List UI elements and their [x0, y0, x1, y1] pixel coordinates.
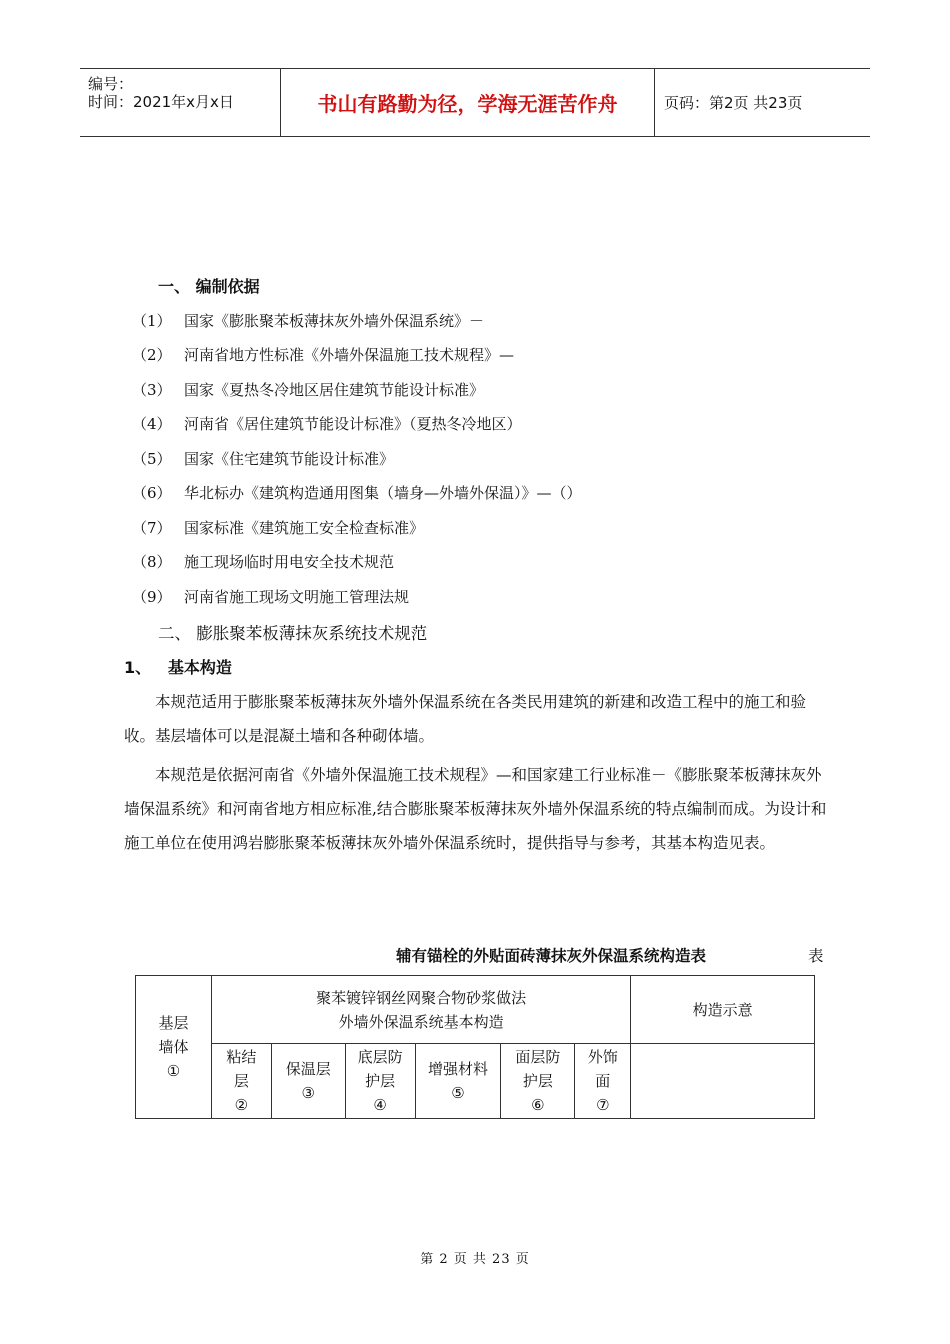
- column-exterior-finish: [575, 1044, 631, 1119]
- diagram-header: 构造示意: [631, 976, 815, 1044]
- basis-item-text: 华北标办《建筑构造通用图集（墙身—外墙外保温）》—（）: [184, 484, 582, 502]
- header-line: 保温层: [285, 1060, 331, 1078]
- page-footer: 第 2 页 共 23 页: [420, 1252, 530, 1267]
- column-bond-layer: [211, 1044, 271, 1119]
- paragraph-basis: [124, 758, 830, 860]
- header-left-cell: [80, 69, 280, 136]
- section1-title: 一、 编制依据: [158, 277, 260, 296]
- basis-item-number: （2）: [132, 346, 172, 364]
- time-label: 时间：2021年x月x日: [88, 93, 234, 111]
- basis-item-text: 河南省施工现场文明施工管理法规: [184, 588, 410, 606]
- basis-item-number: （3）: [132, 381, 172, 399]
- basis-item: [132, 344, 514, 365]
- table-caption-label: 表: [808, 947, 824, 965]
- header-line: 增强材料: [428, 1060, 489, 1078]
- basis-item-number: （7）: [132, 519, 172, 537]
- basis-item-text: 施工现场临时用电安全技术规范: [184, 553, 395, 571]
- header-line: ①: [166, 1062, 181, 1080]
- header-page-info: 页码：第2页 共23页: [664, 94, 803, 112]
- basis-item: [132, 517, 424, 538]
- basis-item-number: （5）: [132, 450, 172, 468]
- table-caption: 辅有锚栓的外贴面砖薄抹灰外保温系统构造表: [396, 947, 707, 965]
- column-base-protective-layer: [345, 1044, 415, 1119]
- basis-item-number: （8）: [132, 553, 172, 571]
- basis-item-number: （9）: [132, 588, 172, 606]
- diagram-cell: [631, 1044, 815, 1119]
- section2-subtitle: 1、 基本构造: [124, 658, 232, 677]
- header-line: 面: [595, 1072, 611, 1090]
- header-line: ⑥: [531, 1096, 545, 1114]
- header-line: ②: [234, 1096, 249, 1114]
- paragraph-scope: [124, 685, 830, 753]
- basis-item-text: 河南省《居住建筑节能设计标准》（夏热冬冷地区）: [184, 415, 522, 433]
- header-motto: 书山有路勤为径，学海无涯苦作舟: [280, 69, 655, 136]
- document-header: [80, 68, 870, 137]
- code-label: 编号：: [88, 75, 134, 93]
- column-reinforcement: [415, 1044, 501, 1119]
- basis-item-text: 国家标准《建筑施工安全检查标准》: [184, 519, 425, 537]
- basis-item: [132, 310, 484, 331]
- basis-item: [132, 586, 409, 607]
- base-wall-header: [136, 976, 212, 1119]
- system-group-header: [211, 976, 630, 1044]
- header-line: 外墙外保温系统基本构造: [338, 1012, 504, 1031]
- header-line: 护层: [522, 1072, 553, 1090]
- header-line: 聚苯镀锌钢丝网聚合物砂浆做法: [316, 988, 527, 1007]
- header-line: ⑦: [596, 1096, 610, 1114]
- basis-item: [132, 448, 394, 469]
- header-line: ③: [301, 1084, 315, 1102]
- header-line: ⑤: [451, 1084, 465, 1102]
- header-line: 外饰: [587, 1048, 618, 1066]
- header-line: 护层: [365, 1072, 396, 1090]
- basis-item-text: 国家《夏热冬冷地区居住建筑节能设计标准》: [184, 381, 485, 399]
- header-line: 底层防: [357, 1048, 403, 1066]
- basis-item-number: （1）: [132, 312, 172, 330]
- basis-item: [132, 379, 484, 400]
- header-line: 墙体: [158, 1038, 189, 1056]
- basis-item-text: 国家《住宅建筑节能设计标准》: [184, 450, 395, 468]
- header-line: ④: [373, 1096, 387, 1114]
- basis-item: [132, 413, 522, 434]
- column-surface-protective-layer: [501, 1044, 575, 1119]
- section2-title: 二、 膨胀聚苯板薄抹灰系统技术规范: [158, 624, 428, 643]
- basis-item: [132, 482, 582, 503]
- basis-item-number: （6）: [132, 484, 172, 502]
- header-line: 基层: [158, 1014, 189, 1032]
- construction-table: [135, 975, 815, 1119]
- paragraph-basis-text: 本规范是依据河南省《外墙外保温施工技术规程》—和国家建工行业标准－《膨胀聚苯板薄抹灰外墙保温系统》和河南省地方相应标准,结合膨胀聚苯板薄抹灰外墙外保温系统的特点编制而成。为设计和施工单位在使用鸿岩膨胀聚苯板薄抹灰外墙外保温系统时，提供指导与参考，其基本构造见表。: [124, 766, 827, 852]
- basis-item: [132, 551, 394, 572]
- header-line: 层: [233, 1072, 249, 1090]
- header-line: 面层防: [515, 1048, 561, 1066]
- basis-item-text: 国家《膨胀聚苯板薄抹灰外墙外保温系统》－: [184, 312, 485, 330]
- header-line: 粘结: [226, 1048, 257, 1066]
- basis-item-text: 河南省地方性标准《外墙外保温施工技术规程》—: [184, 346, 515, 364]
- basis-item-number: （4）: [132, 415, 172, 433]
- paragraph-scope-text: 本规范适用于膨胀聚苯板薄抹灰外墙外保温系统在各类民用建筑的新建和改造工程中的施工和验收。基层墙体可以是混凝土墙和各种砌体墙。: [124, 693, 807, 745]
- column-insulation-layer: [271, 1044, 345, 1119]
